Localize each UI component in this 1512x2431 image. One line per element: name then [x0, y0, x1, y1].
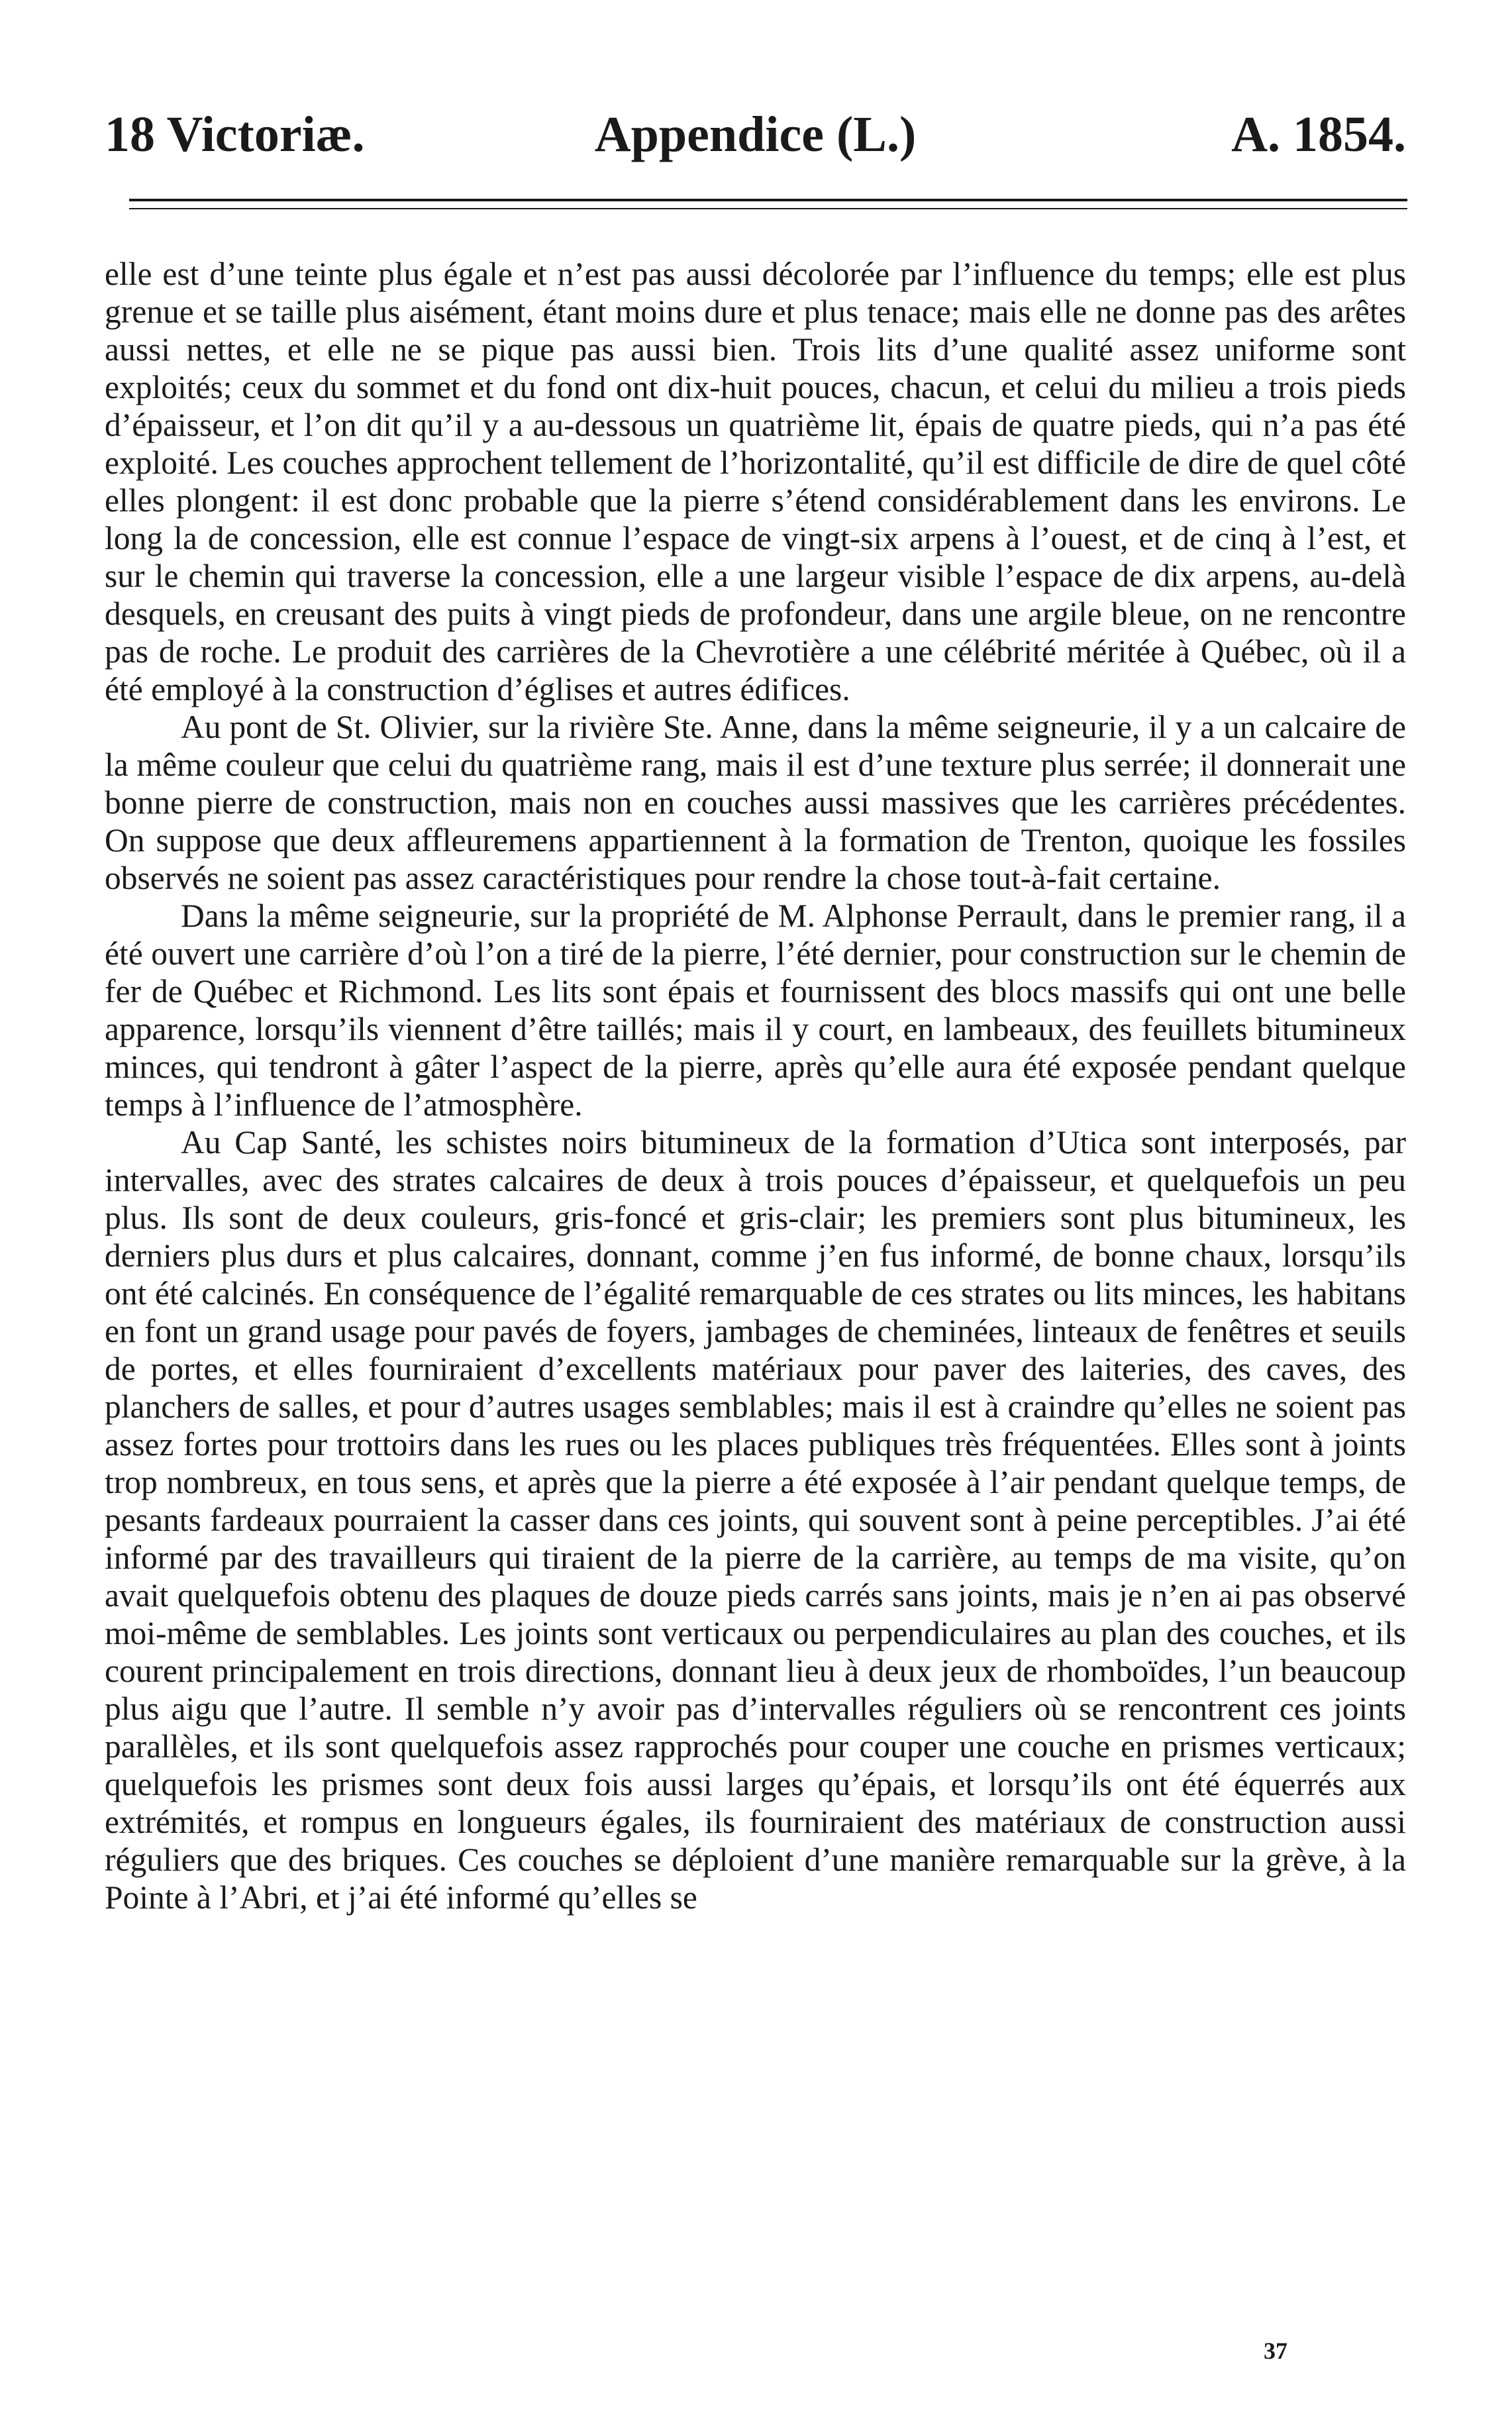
paragraph-continuation: elle est d’une teinte plus égale et n’est pas aussi décolorée par l’influence du temps; elle est plus grenue et se taille plus aisément, étant moins dure et plus tenace; mais elle ne donne pas des arêtes aussi nettes, et elle ne se pique pas aussi bien. Trois lits d’une qualité assez uniforme sont exploités; ceux du sommet et du fond ont dix-huit pouces, chacun, et celui du milieu a trois pieds d’épaisseur, et l’on dit qu’il y a au-dessous un quatrième lit, épais de quatre pieds, qui n’a pas été exploité. Les couches approchent tellement de l’horizontalité, qu’il est difficile de dire de quel côté elles plongent: il est donc probable que la pierre s’étend considérablement dans les environs. Le long la de concession, elle est connue l’espace de vingt-six arpens à l’ouest, et de cinq à l’est, et sur le chemin qui traverse la concession, elle a une largeur visible l’espace de dix arpens, au-delà desquels, en creusant des puits à vingt pieds de profondeur, dans une argile bleue, on ne rencontre pas de roche. Le produit des carrières de la Chevrotière a une célébrité méritée à Québec, où il a été employé à la construction d’églises et autres édifices.	[105, 256, 1406, 707]
page-number: 37	[1264, 2338, 1287, 2364]
header-year: A. 1854.	[1231, 107, 1406, 162]
header-appendix: Appendice (L.)	[594, 107, 917, 162]
header-rule-thin	[129, 208, 1407, 209]
paragraph-cap-sante: Au Cap Santé, les schistes noirs bitumineux de la formation d’Utica sont interposés, par intervalles, avec des strates calcaires de deux à trois pouces d’épaisseur, et quelquefois un peu plus. Ils sont de deux couleurs, gris-foncé et gris-clair; les premiers sont plus bitumineux, les derniers plus durs et plus calcaires, donnant, comme j’en fus informé, de bonne chaux, lorsqu’ils ont été calcinés. En conséquence de l’égalité remarquable de ces strates ou lits minces, les habitans en font un grand usage pour pavés de foyers, jambages de cheminées, linteaux de fenêtres et seuils de portes, et elles fourniraient d’excellents matériaux pour paver des laiteries, des caves, des planchers de salles, et pour d’autres usages semblables; mais il est à craindre qu’elles ne soient pas assez fortes pour trottoirs dans les rues ou les places publiques très fréquentées. Elles sont à joints trop nombreux, en tous sens, et après que la pierre a été exposée à l’air pendant quelque temps, de pesants fardeaux pourraient la casser dans ces joints, qui souvent sont à peine perceptibles. J’ai été informé par des travailleurs qui tiraient de la pierre de la carrière, au temps de ma visite, qu’on avait quelquefois obtenu des plaques de douze pieds carrés sans joints, mais je n’en ai pas observé moi-même de semblables. Les joints sont verticaux ou perpendiculaires au plan des couches, et ils courent principalement en trois directions, donnant lieu à deux jeux de rhomboïdes, l’un beaucoup plus aigu que l’autre. Il semble n’y avoir pas d’intervalles réguliers où se rencontrent ces joints parallèles, et ils sont quelquefois assez rapprochés pour couper une couche en prismes verticaux; quelquefois les prismes sont deux fois aussi larges qu’épais, et lorsqu’ils ont été équerrés aux extrémités, et rompus en longueurs égales, ils fourniraient des matériaux de construction aussi réguliers que des briques. Ces couches se déploient d’une manière remarquable sur la grève, à la Pointe à l’Abri, et j’ai été informé qu’elles se	[105, 1124, 1406, 1916]
paragraph-perrault: Dans la même seigneurie, sur la propriété de M. Alphonse Perrault, dans le premier rang, il a été ouvert une carrière d’où l’on a tiré de la pierre, l’été dernier, pour construction sur le chemin de fer de Québec et Richmond. Les lits sont épais et fournissent des blocs massifs qui ont une belle apparence, lorsqu’ils viennent d’être taillés; mais il y court, en lambeaux, des feuillets bitumineux minces, qui tendront à gâter l’aspect de la pierre, après qu’elle aura été exposée pendant quelque temps à l’influence de l’atmosphère.	[105, 898, 1406, 1123]
page-body	[105, 255, 1406, 1916]
paragraph-st-olivier: Au pont de St. Olivier, sur la rivière Ste. Anne, dans la même seigneurie, il y a un calcaire de la même couleur que celui du quatrième rang, mais il est d’une texture plus serrée; il donnerait une bonne pierre de construction, mais non en couches aussi massives que les carrières précédentes. On suppose que deux affleuremens appartiennent à la formation de Trenton, quoique les fossiles observés ne soient pas assez caractéristiques pour rendre la chose tout-à-fait certaine.	[105, 709, 1406, 896]
header-rule-thick	[129, 199, 1407, 201]
running-header	[105, 106, 1406, 185]
header-session: 18 Victoriæ.	[105, 107, 365, 162]
